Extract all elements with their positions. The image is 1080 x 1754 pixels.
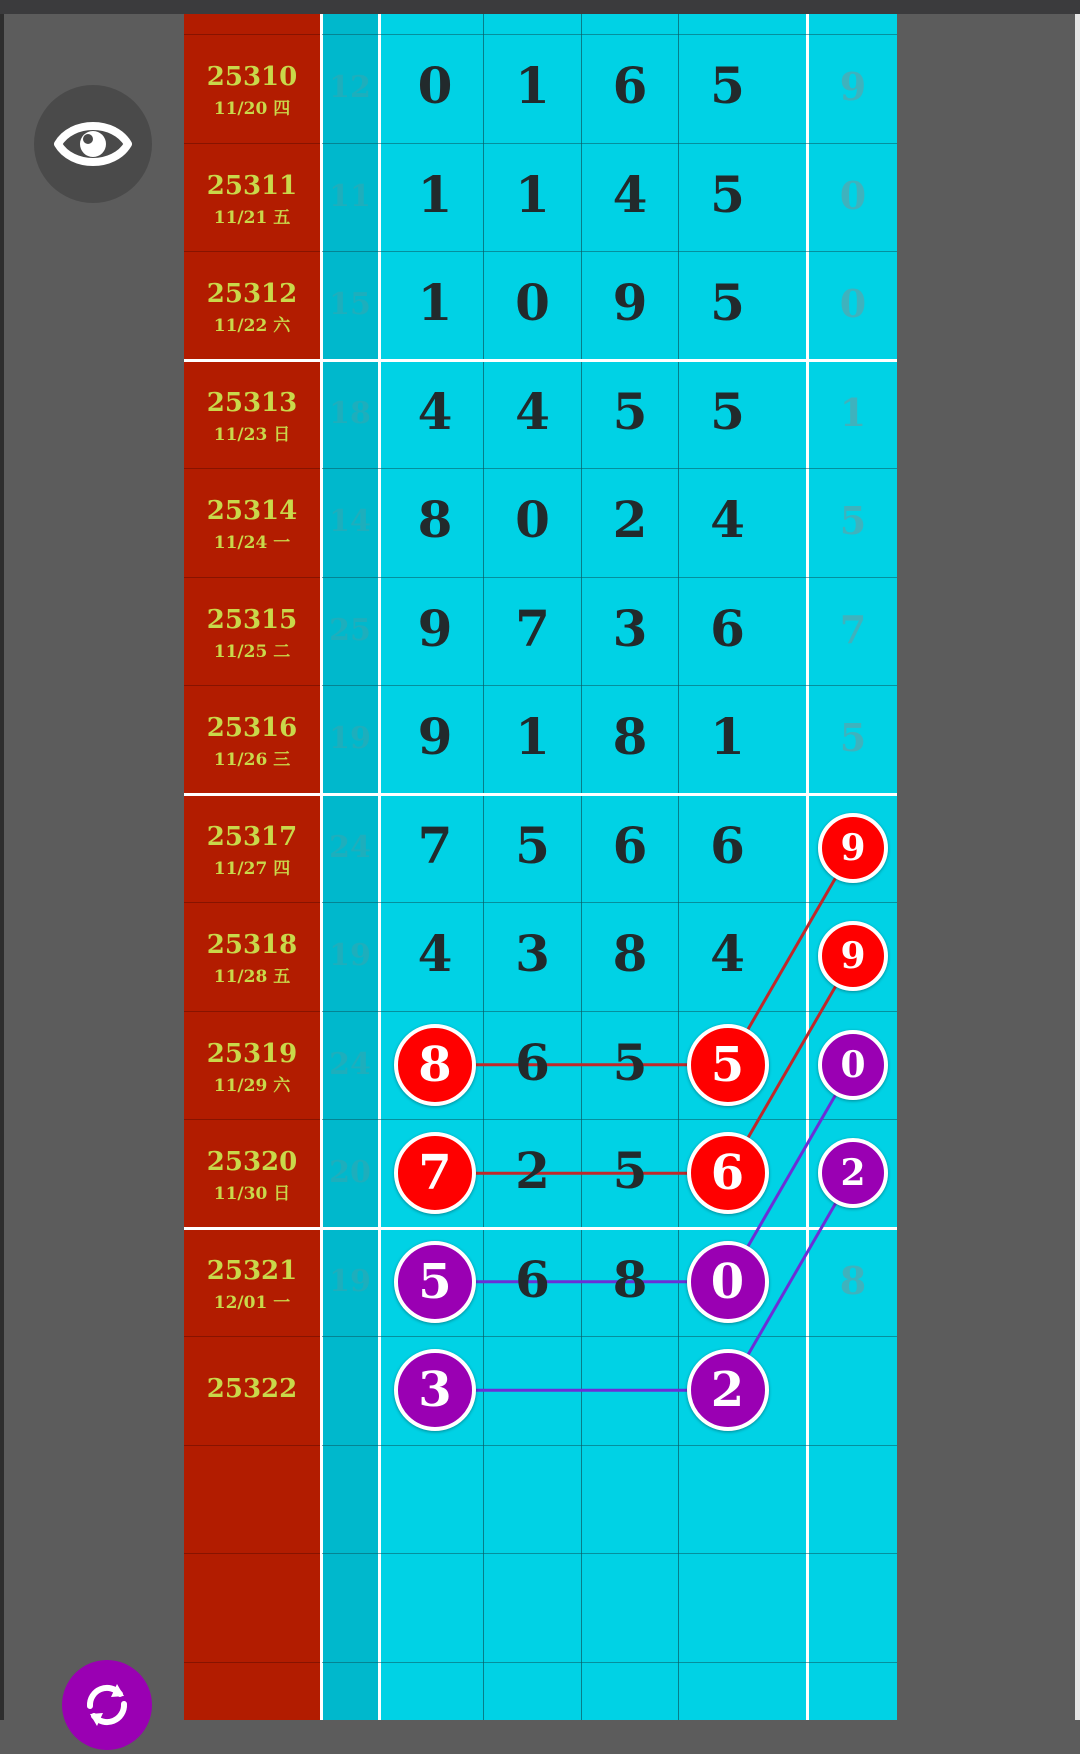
period-number: 25320 <box>206 1147 298 1177</box>
period-date: 11/25 二 <box>213 641 291 662</box>
digit-cell: 7 <box>515 598 550 658</box>
period-date: 11/24 一 <box>213 533 291 553</box>
digit-cell: 4 <box>417 381 453 441</box>
table-row <box>184 794 897 913</box>
digit-cell: 5 <box>515 815 550 875</box>
period-date: 11/30 日 <box>213 1184 291 1204</box>
right-scrollbar[interactable] <box>1075 14 1080 1720</box>
digit-cell: 4 <box>710 924 745 983</box>
period-date: 11/21 五 <box>213 207 291 228</box>
digit-cell: 4 <box>515 381 550 441</box>
digit-cell: 5 <box>710 273 745 332</box>
digit-cell: 5 <box>612 381 648 441</box>
digit-cell: 2 <box>515 1141 550 1200</box>
digit-cell: 5 <box>710 56 745 115</box>
period-date: 11/29 六 <box>213 1075 291 1096</box>
digit-cell: 5 <box>612 1141 648 1200</box>
sum-value: 25 <box>329 612 371 648</box>
sum-value: 14 <box>329 504 371 539</box>
table-row <box>184 1119 897 1238</box>
purple-ball: 5 <box>394 1241 476 1323</box>
digit-cell: 6 <box>515 1249 550 1309</box>
sum-value: 19 <box>329 721 371 756</box>
digit-cell: 1 <box>515 56 550 115</box>
sum-value: 11 <box>329 178 371 214</box>
table-row <box>184 577 897 696</box>
period-date: 12/01 一 <box>213 1292 291 1313</box>
digit-cell: 1 <box>710 707 745 766</box>
sum-value: 15 <box>329 287 371 322</box>
digit-cell: 6 <box>515 1032 550 1092</box>
eye-icon <box>34 85 152 203</box>
period-date: 11/28 五 <box>213 967 291 987</box>
digit-cell: 7 <box>417 815 453 875</box>
period-date: 11/22 六 <box>213 316 291 336</box>
tail-value: 0 <box>839 281 867 326</box>
sum-value: 19 <box>329 938 371 973</box>
digit-cell: 6 <box>710 598 745 658</box>
red-tail-ball: 9 <box>818 921 888 991</box>
period-number: 25311 <box>206 170 298 201</box>
digit-cell: 0 <box>515 273 550 332</box>
sum-value: 18 <box>329 395 371 431</box>
sum-value: 24 <box>329 1046 371 1082</box>
period-number: 25317 <box>206 821 298 852</box>
purple-ball: 2 <box>687 1349 769 1431</box>
period-number: 25321 <box>206 1255 298 1286</box>
period-number: 25312 <box>206 279 298 309</box>
period-date: 11/27 四 <box>213 858 291 879</box>
digit-cell: 4 <box>612 164 648 224</box>
digit-cell: 5 <box>710 381 745 441</box>
tail-value: 0 <box>839 172 867 218</box>
digit-cell: 9 <box>417 598 453 658</box>
table-row <box>184 34 897 153</box>
period-number: 25310 <box>206 62 298 92</box>
period-number: 25316 <box>206 713 298 743</box>
table-row <box>184 1011 897 1130</box>
period-number: 25314 <box>206 496 298 526</box>
digit-cell: 5 <box>612 1032 648 1092</box>
digit-cell: 9 <box>417 707 453 766</box>
period-number: 25322 <box>206 1374 298 1404</box>
tail-value: 7 <box>839 606 867 652</box>
tail-value: 5 <box>839 498 867 543</box>
sum-value: 12 <box>329 70 371 105</box>
digit-cell: 4 <box>710 490 745 549</box>
period-number: 25319 <box>206 1038 298 1069</box>
table-row <box>184 1228 897 1347</box>
digit-cell: 9 <box>612 273 648 332</box>
digit-cell: 2 <box>612 490 648 549</box>
table-row <box>184 1336 897 1455</box>
purple-tail-ball: 0 <box>818 1030 888 1100</box>
red-ball: 6 <box>687 1132 769 1214</box>
tail-value: 9 <box>839 64 867 109</box>
digit-cell: 8 <box>612 924 648 983</box>
digit-cell: 1 <box>417 273 453 332</box>
table-row <box>184 685 897 804</box>
table-row <box>184 902 897 1021</box>
period-date: 11/20 四 <box>213 99 291 119</box>
left-edge <box>0 14 4 1720</box>
period-number: 25313 <box>206 387 298 418</box>
status-bar <box>0 0 1080 14</box>
digit-cell: 0 <box>515 490 550 549</box>
sum-value: 19 <box>329 1263 371 1299</box>
lottery-trend-table <box>184 14 897 1720</box>
table-row <box>184 360 897 479</box>
refresh-button[interactable] <box>62 1660 152 1750</box>
digit-cell: 4 <box>417 924 453 983</box>
digit-cell: 5 <box>710 164 745 224</box>
digit-cell: 3 <box>612 598 648 658</box>
digit-cell: 1 <box>515 164 550 224</box>
period-number: 25315 <box>206 604 298 635</box>
refresh-icon <box>62 1660 152 1750</box>
red-ball: 5 <box>687 1024 769 1106</box>
period-date: 11/26 三 <box>213 750 291 770</box>
digit-cell: 1 <box>515 707 550 766</box>
digit-cell: 3 <box>515 924 550 983</box>
red-tail-ball: 9 <box>818 813 888 883</box>
digit-cell: 6 <box>612 815 648 875</box>
sum-value: 20 <box>329 1155 371 1190</box>
digit-cell: 6 <box>612 56 648 115</box>
table-row <box>184 251 897 370</box>
period-date: 11/23 日 <box>213 424 291 445</box>
digit-cell: 6 <box>710 815 745 875</box>
digit-cell: 8 <box>612 1249 648 1309</box>
purple-ball: 3 <box>394 1349 476 1431</box>
purple-ball: 0 <box>687 1241 769 1323</box>
toggle-visibility-button[interactable] <box>34 85 152 203</box>
tail-value: 1 <box>839 389 867 435</box>
digit-cell: 0 <box>417 56 453 115</box>
digit-cell: 1 <box>417 164 453 224</box>
digit-cell: 8 <box>612 707 648 766</box>
red-ball: 7 <box>394 1132 476 1214</box>
purple-tail-ball: 2 <box>818 1138 888 1208</box>
tail-value: 5 <box>839 715 867 760</box>
red-ball: 8 <box>394 1024 476 1106</box>
sum-value: 24 <box>329 829 371 865</box>
period-number: 25318 <box>206 930 298 960</box>
table-row <box>184 468 897 587</box>
digit-cell: 8 <box>417 490 453 549</box>
table-row <box>184 143 897 262</box>
tail-value: 8 <box>839 1257 867 1303</box>
